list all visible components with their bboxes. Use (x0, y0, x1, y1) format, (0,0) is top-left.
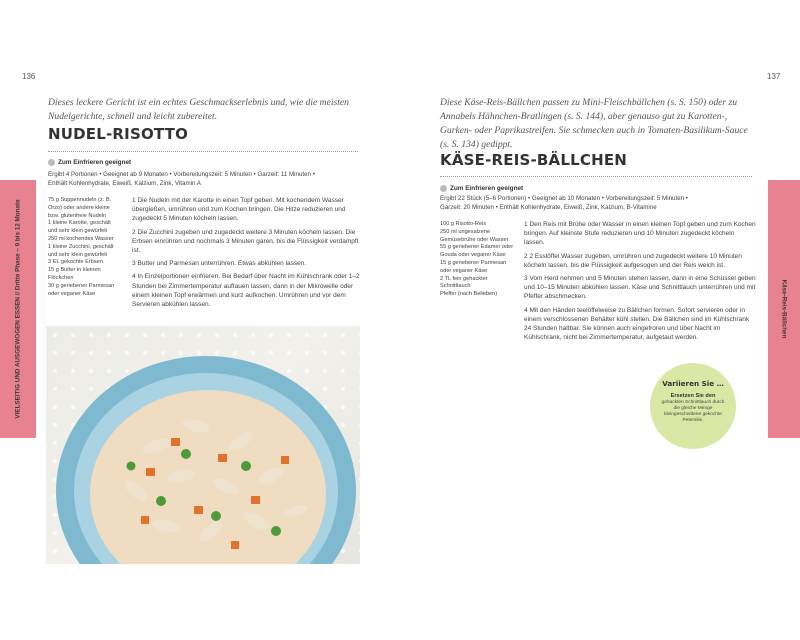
recipe-steps-right (524, 220, 756, 346)
recipe-step (132, 272, 360, 309)
recipe-step (524, 220, 756, 248)
recipe-step (524, 306, 756, 343)
step-text: Mit den Händen teelöffelweise zu Bällchen formen. Sofort servieren oder in einem verschlossenen Behälter kühl stellen. Die Bällchen sind im Kühlschrank 24 Stunden haltbar. Sie können auch eingefroren und über Nacht im Kühlschrank, nicht bei Zimmertemperatur, aufgetaut werden. (524, 306, 750, 342)
meta-line: Ergibt 4 Portionen • Geeignet ab 9 Monaten • Vorbereitungszeit: 5 Minuten • Garzeit: 11 Minuten • (48, 171, 315, 178)
step-text: Die Nudeln mit der Karotte in einen Topf geben. Mit kochendem Wasser übergießen, umrühren und zum Kochen bringen. Die Hitze reduzieren und zugedeckt 5 Minuten köcheln lassen. (132, 197, 346, 223)
recipe-step (132, 196, 360, 224)
ingredient-line: 75 g Suppennudeln (z. B. (48, 197, 112, 203)
meta-line: Enthält Kohlenhydrate, Eiweiß, Kalzium, Zink, Vitamin A (48, 180, 201, 187)
ingredient-list-right (440, 221, 522, 299)
step-number: 1 (524, 221, 528, 228)
freeze-label: Zum Einfrieren geeignet (58, 159, 132, 166)
section-side-tab (0, 180, 36, 438)
recipe-step (524, 274, 756, 302)
title-divider (48, 151, 358, 152)
ingredient-line: 15 g geriebener Parmesan (440, 259, 507, 266)
ingredient-line: 55 g geriebener Edamer oder (440, 244, 514, 251)
recipe-step (524, 252, 756, 270)
step-text: Butter und Parmesan unterrühren. Etwas abkühlen lassen. (137, 260, 307, 268)
tip-subtitle: Ersetzen Sie den (670, 393, 716, 399)
ingredient-line: 250 ml ungesalzene (440, 228, 491, 235)
ingredient-line: oder veganer Käse (48, 290, 96, 297)
step-number: 3 (524, 275, 528, 283)
ingredient-line: Orzo) oder andere kleine (48, 204, 110, 211)
recipe-step (132, 228, 360, 256)
snowflake-icon (48, 159, 55, 166)
ingredient-list-left (48, 197, 126, 298)
step-text: Die Zucchini zugeben und zugedeckt weitere 3 Minuten köcheln lassen. Die Erbsen einrühren und nochmals 3 Minuten garen, bis die Flüssigkeit verdampft ist. (132, 228, 359, 255)
page-number-left: 136 (22, 72, 36, 81)
step-number: 2 (132, 228, 136, 236)
recipe-title-nudel-risotto: NUDEL-RISOTTO (48, 125, 189, 143)
ingredient-line: und sehr klein gewürfelt (48, 228, 108, 235)
title-divider (440, 176, 752, 177)
freeze-label: Zum Einfrieren geeignet (450, 185, 524, 192)
recipe-photo-risotto (46, 326, 360, 564)
recipe-step (132, 259, 360, 268)
ingredient-line: Gouda oder veganer Käse (440, 252, 506, 259)
freeze-note-left (48, 159, 131, 166)
freeze-note-right (440, 185, 523, 192)
ingredient-line: Gemüsebrühe oder Wasser (440, 236, 509, 243)
recipe-side-tab (768, 180, 800, 438)
recipe-intro-right: Diese Käse-Reis-Bällchen passen zu Mini-Fleischbällchen (s. S. 150) oder zu Annabels Hähnchen-Bratlingen (s. S. 144), aber genauso gut zu Karotten-, Gurken- oder Paprikastreifen. Sie schmecken auch in Tomaten-Basilikum-Sauce (s. S. 134) gedippt. (440, 97, 748, 150)
step-number: 2 (524, 252, 528, 260)
ingredient-line: 3 EL gekochte Erbsen (48, 259, 103, 266)
recipe-side-tab-label: Käse-Reis-Bällchen (780, 279, 788, 339)
recipe-title-kaese-reis-baellchen: KÄSE-REIS-BÄLLCHEN (440, 151, 628, 169)
step-number: 4 (132, 273, 136, 281)
ingredient-line: Pfeffer (nach Belieben) (440, 291, 498, 298)
step-text: 2 Esslöffel Wasser zugeben, umrühren und zugedeckt weitere 10 Minuten köcheln lassen, bis die Flüssigkeit aufgesogen und der Reis weich ist. (524, 252, 742, 269)
ingredient-line: 250 ml kochendes Wasser (48, 235, 114, 242)
recipe-intro-left: Dieses leckere Gericht ist ein echtes Geschmackserlebnis und, wie die meisten Nudelgerichte, schnell und leicht zubereitet. (48, 97, 349, 122)
ingredient-line: 1 kleine Zucchini, geschält (48, 243, 114, 250)
ingredient-line: 100 g Risotto-Reis (440, 221, 487, 227)
meta-line: Ergibt 22 Stück (5–6 Portionen) • Geeignet ab 10 Monaten • Vorbereitungszeit: 5 Minuten • (440, 195, 688, 202)
ingredient-line: 1 kleine Karotte, geschält (48, 220, 111, 227)
snowflake-icon (440, 185, 447, 192)
page-number-right: 137 (767, 72, 781, 81)
step-number: 3 (132, 260, 136, 268)
risotto-bowl-illustration (46, 326, 360, 564)
recipe-steps-left (132, 196, 360, 313)
recipe-meta-left (48, 170, 368, 188)
meta-line: Garzeit: 20 Minuten • Enthält Kohlenhydrate, Eiweiß, Zink, Kalzium, B-Vitamine (440, 204, 657, 211)
step-number: 1 (132, 197, 136, 204)
ingredient-line: Schnittlauch (440, 283, 471, 290)
variation-tip-circle (650, 363, 736, 449)
ingredient-line: oder veganer Käse (440, 267, 488, 274)
step-text: In Einzelportionen einfrieren. Bei Bedarf über Nacht im Kühlschrank oder 1–2 Stunden bei Zimmertemperatur auftauen lassen, dann in der Mikrowelle oder einem kleinen Topf erwärmen und kurz aufkochen. Umrühren und vor dem Servieren abkühlen lassen. (132, 273, 360, 309)
ingredient-line: 30 g geriebener Parmesan (48, 282, 115, 289)
step-text: Vom Herd nehmen und 5 Minuten stehen lassen, dann in eine Schüssel geben und 10–15 Minuten abkühlen lassen. Käse und Schnittlauch unterrühren und mit Pfeffer abschmecken. (524, 275, 756, 301)
tip-body: gehackten Schnittlauch durch die gleiche Menge kleingeschnittene gekochte Petersilie. (661, 400, 725, 423)
section-side-tab-label: VIELSEITIG UND AUSGEWOGEN ESSEN // Dritte Phase – 9 bis 12 Monate (14, 199, 22, 419)
recipe-meta-right (440, 194, 760, 212)
ingredient-line: 15 g Butter in kleinen (48, 267, 101, 274)
step-text: Den Reis mit Brühe oder Wasser in einen kleinen Topf geben und zum Kochen bringen. Auf kleinste Stufe reduzieren und 10 Minuten zugedeckt köcheln lassen. (524, 221, 756, 247)
ingredient-line: und sehr klein gewürfelt (48, 251, 108, 258)
ingredient-line: 2 TL fein gehackter (440, 275, 488, 282)
tip-title: Variieren Sie … (662, 379, 724, 388)
ingredient-line: Flöckchen (48, 274, 74, 281)
ingredient-line: bzw. glutenfreie Nudeln (48, 212, 107, 219)
step-number: 4 (524, 306, 528, 314)
